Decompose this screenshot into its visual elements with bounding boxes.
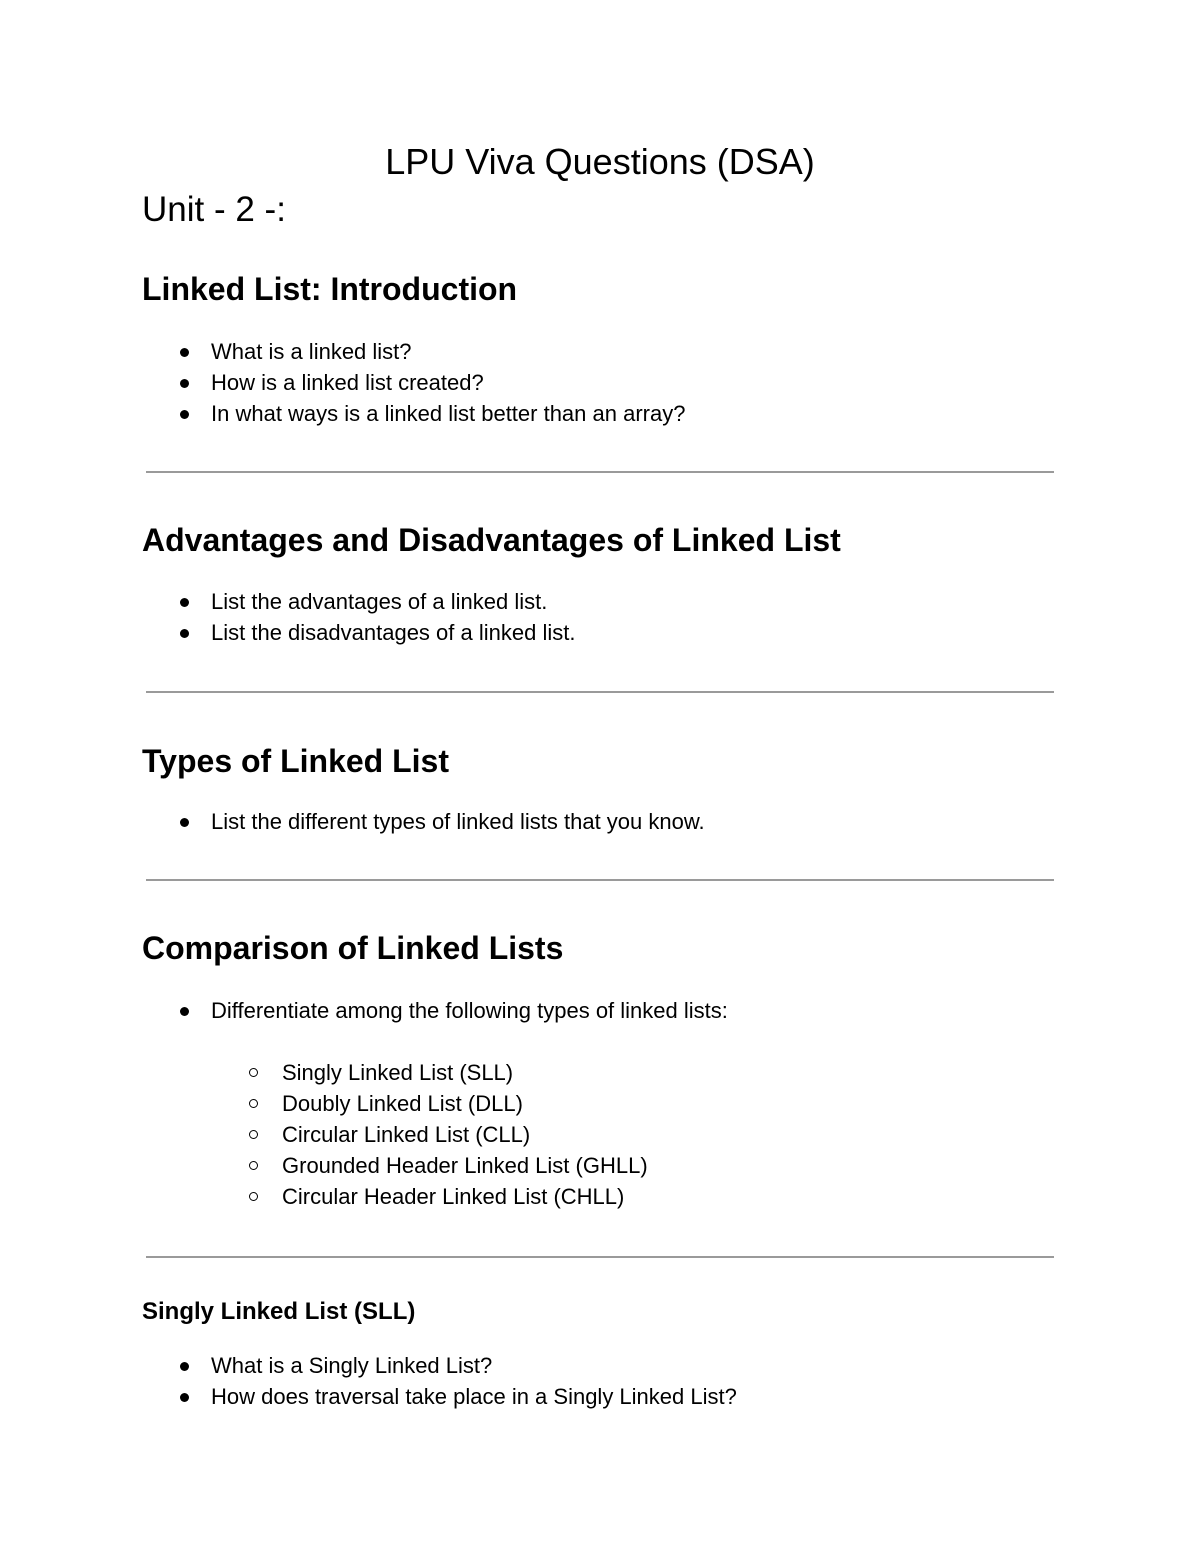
hollow-bullet-icon	[249, 1130, 258, 1139]
section-heading-introduction: Linked List: Introduction	[142, 271, 518, 307]
bullet-icon	[180, 1393, 189, 1402]
bullet-icon	[180, 598, 189, 607]
bullet-icon	[180, 1007, 189, 1016]
bullet-icon	[180, 818, 189, 827]
bullet-icon	[180, 379, 189, 388]
section-heading-advantages: Advantages and Disadvantages of Linked List	[142, 522, 841, 558]
hollow-bullet-icon	[249, 1161, 258, 1170]
document-title: LPU Viva Questions (DSA)	[385, 141, 815, 182]
horizontal-divider	[146, 691, 1054, 693]
horizontal-divider	[146, 879, 1054, 881]
bullet-icon	[180, 410, 189, 419]
section-heading-comparison: Comparison of Linked Lists	[142, 930, 564, 966]
horizontal-divider	[146, 471, 1054, 473]
section-heading-types: Types of Linked List	[142, 743, 449, 779]
section-heading-sll: Singly Linked List (SLL)	[142, 1298, 416, 1325]
horizontal-divider	[146, 1256, 1054, 1258]
bullet-icon	[180, 348, 189, 357]
hollow-bullet-icon	[249, 1099, 258, 1108]
bullet-icon	[180, 1362, 189, 1371]
unit-heading: Unit - 2 -:	[142, 190, 286, 229]
bullet-icon	[180, 629, 189, 638]
hollow-bullet-icon	[249, 1192, 258, 1201]
hollow-bullet-icon	[249, 1068, 258, 1077]
